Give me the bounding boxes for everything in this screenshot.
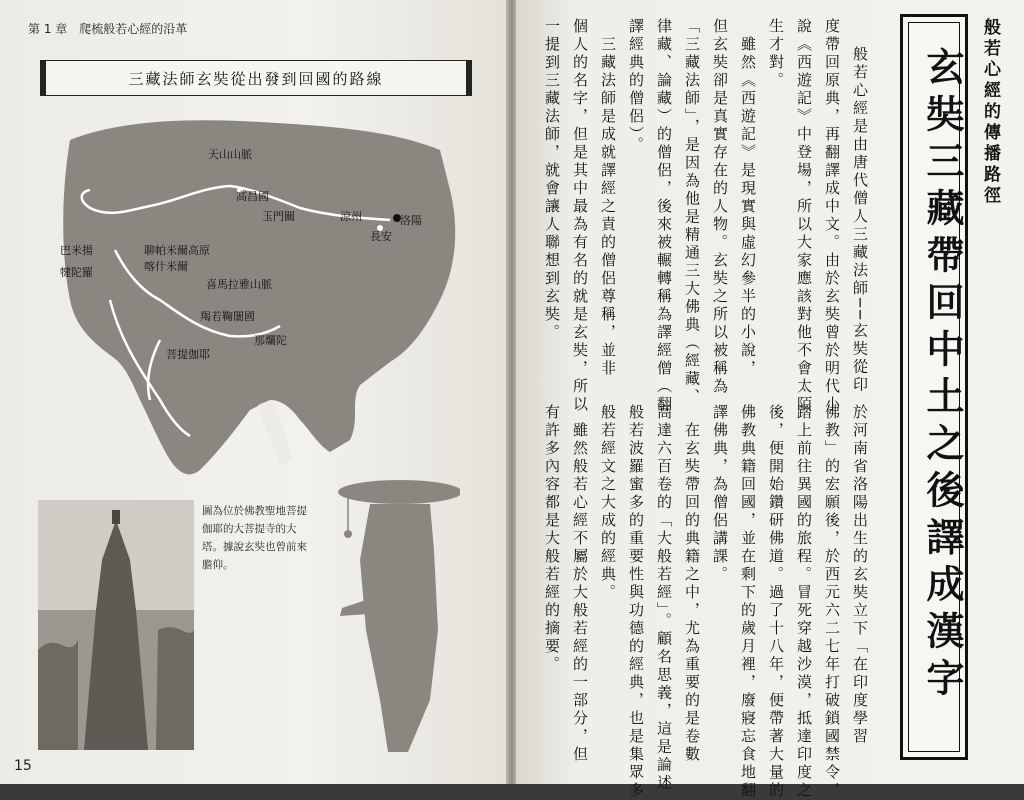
lower-col-12: 有許多內容都是大般若經的摘要。 bbox=[543, 404, 561, 674]
map-label-bamiyan: 巴米揚 bbox=[60, 244, 93, 257]
mahabodhi-temple-photo bbox=[38, 500, 194, 750]
map-label-kashmir: 喀什米爾 bbox=[144, 260, 188, 273]
upper-col-11: 個人的名字，但是其中最為有名的就是玄奘，所以 bbox=[571, 18, 589, 414]
upper-col-3: 說《西遊記》中登場，所以大家應該對他不會太陌 bbox=[795, 18, 813, 414]
bay-cut bbox=[258, 400, 292, 465]
lower-col-9: 般若波羅蜜多的重要性與功德的經典，也是集眾多 bbox=[627, 404, 645, 800]
map-title: 三藏法師玄奘從出發到回國的路線 bbox=[128, 69, 384, 88]
upper-col-4: 生才對。 bbox=[767, 18, 785, 90]
upper-col-12: 一提到三藏法師，就會讓人聯想到玄奘。 bbox=[543, 18, 561, 342]
lower-col-10: 般若經文之大成的經典。 bbox=[599, 404, 617, 602]
map-label-changan: 長安 bbox=[370, 230, 392, 243]
lower-col-5: 佛教典籍回國，並在剩下的歲月裡，廢寢忘食地翻 bbox=[739, 404, 757, 800]
chapter-title-box bbox=[900, 14, 968, 760]
map-label-bodhgaya: 菩提伽耶 bbox=[166, 348, 210, 361]
upper-col-2: 度帶回原典，再翻譯成中文。由於玄奘曾於明代小 bbox=[823, 18, 841, 414]
map-label-pamir: 聊帕米爾高原 bbox=[144, 244, 210, 257]
lower-col-8: 高達六百卷的「大般若經」。顧名思義，這是論述 bbox=[655, 404, 673, 793]
asia-landmass bbox=[63, 120, 455, 474]
lower-col-3: 踏上前往異國的旅程。冒死穿越沙漠，抵達印度之 bbox=[795, 404, 813, 800]
lower-col-2: 佛教」的宏願後，於西元六二七年打破鎖國禁令， bbox=[823, 404, 841, 800]
left-page bbox=[0, 0, 508, 784]
upper-col-10: 三藏法師是成就譯經之責的僧侶尊稱，並非 bbox=[599, 18, 617, 378]
lower-col-11: 雖然般若心經不屬於大般若經的一部分，但 bbox=[571, 404, 589, 764]
map-title-box bbox=[40, 60, 472, 96]
map-label-tianshan: 天山山脈 bbox=[208, 148, 252, 161]
upper-col-1: 般若心經是由唐代僧人三藏法師──玄奘從印 bbox=[851, 46, 869, 395]
map-label-luoyang: 洛陽 bbox=[400, 214, 422, 227]
upper-col-9: 譯經典的僧侶）。 bbox=[627, 18, 645, 155]
page-number: 15 bbox=[14, 758, 32, 774]
upper-col-5: 雖然《西遊記》是現實與虛幻參半的小說， bbox=[739, 18, 757, 378]
map-label-liangzhou: 涼州 bbox=[340, 210, 362, 223]
side-section-title: 般若心經的傳播路徑 bbox=[980, 18, 1000, 207]
running-header: 第 1 章 爬梳般若心經的沿革 bbox=[28, 22, 188, 36]
map-label-yumenguan: 玉門關 bbox=[262, 210, 295, 223]
upper-col-8: 律藏、論藏）的僧侶，後來被輾轉稱為譯經僧（翻 bbox=[655, 18, 673, 414]
map-label-himalaya: 喜馬拉雅山脈 bbox=[206, 278, 272, 291]
chapter-title: 玄奘三藏帶回中土之後譯成漢字 bbox=[920, 47, 964, 705]
map-label-nalanda: 那爛陀 bbox=[254, 334, 287, 347]
photo-caption: 圖為位於佛教聖地菩提伽耶的大菩提寺的大塔。據說玄奘也曾前來膽仰。 bbox=[202, 505, 307, 571]
upper-col-7: 「三藏法師」，是因為他是精通三大佛典（經藏、 bbox=[683, 18, 701, 407]
map-label-gandhara: 犍陀羅 bbox=[60, 266, 93, 279]
lower-col-1: 於河南省洛陽出生的玄奘立下「在印度學習 bbox=[851, 404, 869, 746]
map-label-kanyakubja: 羯若鞠闍國 bbox=[200, 310, 255, 323]
map-label-gaochang: 高昌國 bbox=[236, 190, 269, 203]
lower-col-7: 在玄奘帶回的典籍之中，尤為重要的是卷數 bbox=[683, 404, 701, 764]
monk-silhouette bbox=[330, 470, 460, 760]
lower-col-4: 後，便開始鑽研佛道。過了十八年，便帶著大量的 bbox=[767, 404, 785, 800]
lower-col-6: 譯佛典，為僧侶講課。 bbox=[711, 404, 729, 584]
upper-col-6: 但玄奘卻是真實存在的人物。玄奘之所以被稱為 bbox=[711, 18, 729, 396]
